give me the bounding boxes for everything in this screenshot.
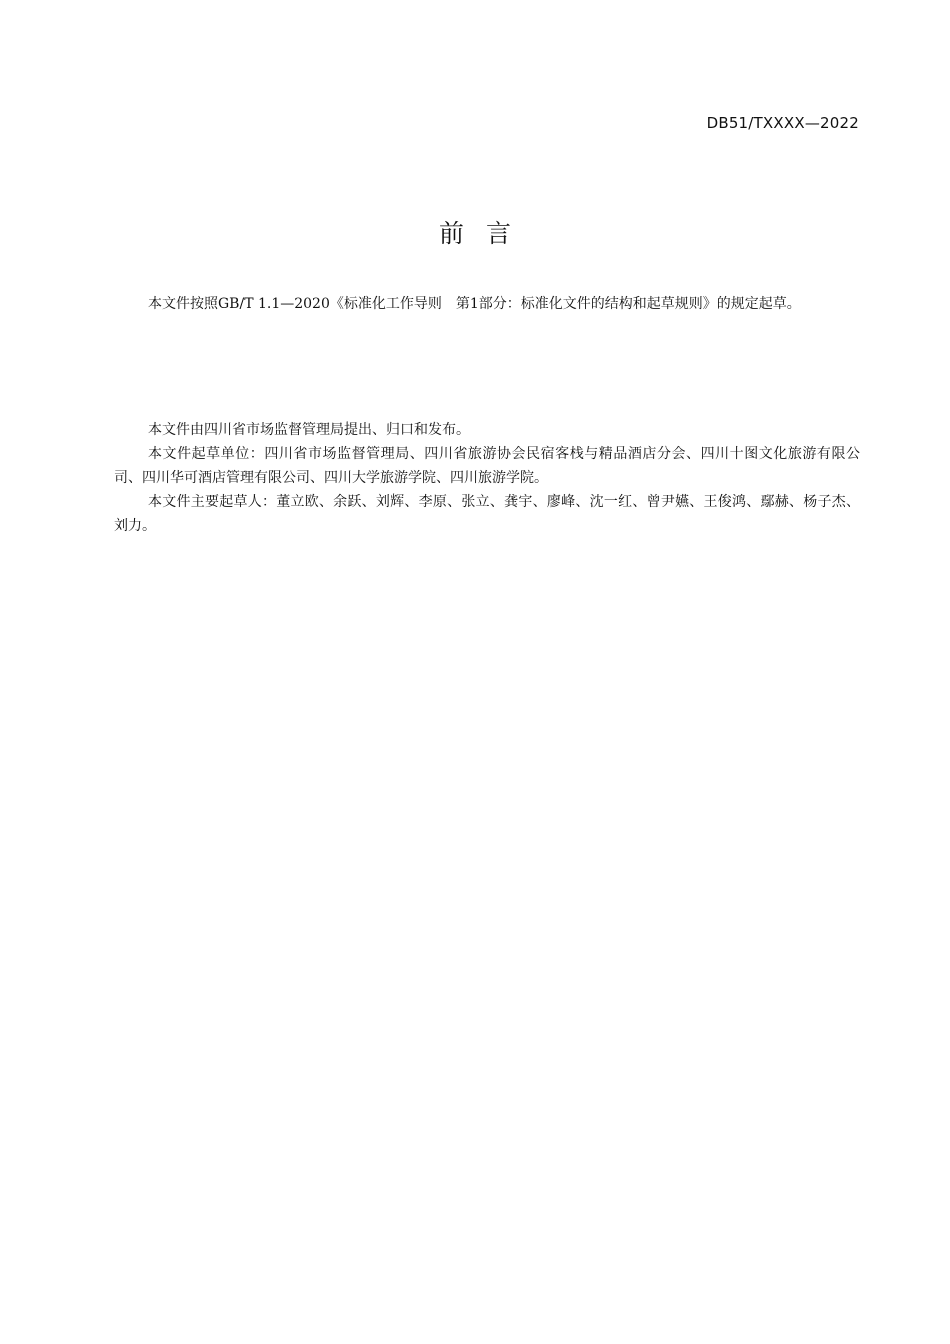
paragraph-drafters: 本文件主要起草人：董立欧、余跃、刘辉、李原、张立、龚宇、廖峰、沈一红、曾尹嬿、王俊鸿、鄢赫、杨子杰、刘力。 [114, 494, 860, 534]
paragraph-drafting-standard: 本文件按照GB/T 1.1—2020《标准化工作导则 第1部分：标准化文件的结构和起草规则》的规定起草。 [148, 296, 801, 312]
content-block-drafting-info [114, 418, 860, 538]
section-title: 前言 [438, 219, 533, 248]
paragraph-drafting-units: 本文件起草单位：四川省市场监督管理局、四川省旅游协会民宿客栈与精品酒店分会、四川十图文化旅游有限公司、四川华可酒店管理有限公司、四川大学旅游学院、四川旅游学院。 [114, 446, 860, 486]
content-block-standard-reference [114, 292, 860, 316]
paragraph-proposer: 本文件由四川省市场监督管理局提出、归口和发布。 [148, 422, 470, 438]
document-number: DB51/TXXXX—2022 [706, 114, 859, 132]
